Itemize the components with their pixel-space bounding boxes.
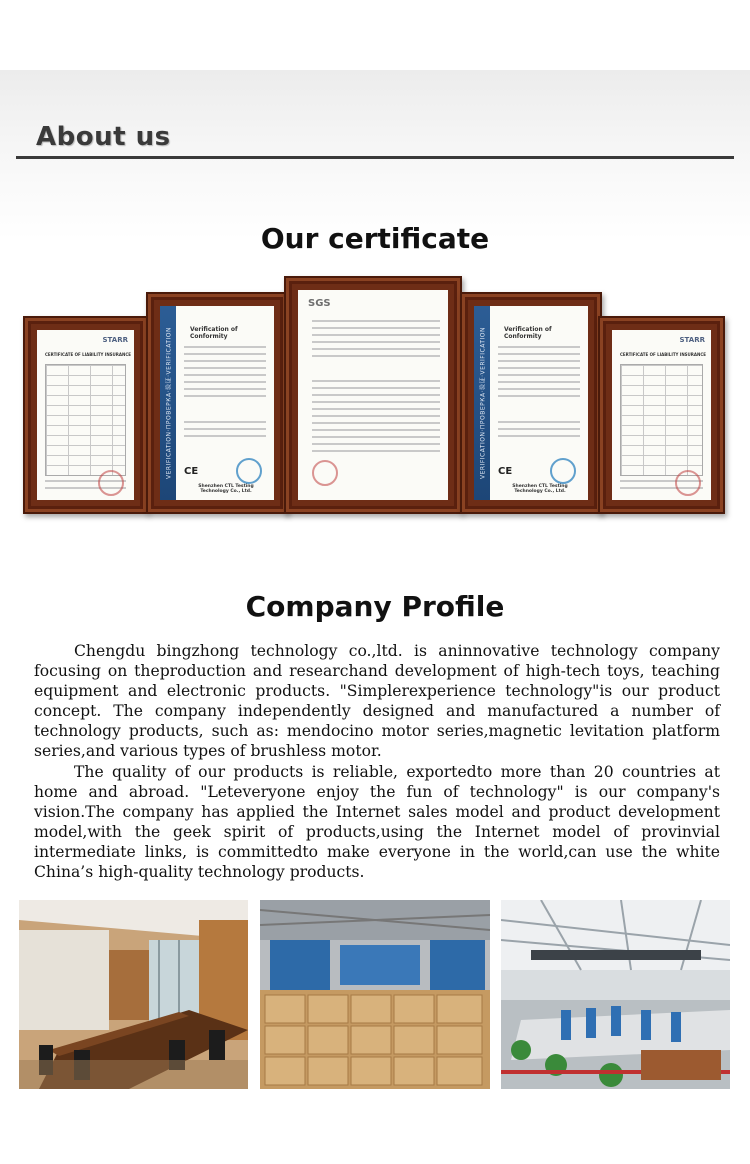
verification-footer: Shenzhen CTL Testing Technology Co., Ltd. (512, 484, 568, 494)
verification-side-band: VERIFICATION·ПРОВЕРКА·验证·VERIFICATION (160, 306, 176, 500)
certificate-frame-2 (146, 292, 288, 514)
liability-certificate (37, 330, 134, 500)
sgs-test-report (298, 290, 448, 500)
verification-certificate (160, 306, 274, 500)
about-us-heading: About us (36, 122, 171, 152)
red-stamp (312, 460, 338, 486)
factory-illustration (501, 900, 730, 1089)
factory-photo (501, 900, 730, 1089)
ctl-seal-icon (236, 458, 262, 484)
certificate-heading: Our certificate (260, 222, 490, 255)
verification-certificate (474, 306, 588, 500)
certificate-frame-3 (284, 276, 462, 514)
report-header-lines (312, 320, 440, 362)
verification-side-band: VERIFICATION·ПРОВЕРКА·验证·VERIFICATION (474, 306, 490, 500)
warehouse-illustration (260, 900, 490, 1089)
certificate-heading-text: CERTIFICATE OF LIABILITY INSURANCE (45, 352, 131, 357)
report-body-lines (312, 380, 440, 457)
verification-body-lines (184, 421, 266, 442)
certificate-table (45, 364, 126, 476)
certificate-heading-text: CERTIFICATE OF LIABILITY INSURANCE (620, 352, 706, 357)
verification-text-lines (184, 346, 266, 402)
company-profile-heading: Company Profile (245, 590, 505, 623)
profile-paragraph-2: The quality of our products is reliable, exportedto more than 20 countries at home and abroad. "Leteveryone enjoy the fun of technology" is our company's vision.The company has applied the Internet sales model and product development model,with the geek spirit of products,using the Internet model of provinvial intermediate links, is committedto make everyone in the world,can use the white China’s high-quality technology products. (34, 762, 720, 882)
profile-paragraph-1: Chengdu bingzhong technology co.,ltd. is aninnovative technology company focusing on theproduction and researchand development of high-tech toys, teaching equipment and electronic products. "Simplerexperience technology"is our product concept. The company independently designed and manufactured a number of technology products, such as: mendocino motor series,magnetic levitation platform series,and various types of brushless motor. (34, 642, 720, 761)
verification-body-lines (498, 421, 580, 442)
verification-title: Verification of Conformity (190, 326, 238, 340)
warehouse-photo (260, 900, 490, 1089)
starr-logo: STARR (679, 336, 705, 344)
ctl-seal-icon (550, 458, 576, 484)
conference-room-illustration (19, 900, 248, 1089)
header-band (0, 70, 750, 240)
conference-room-photo (19, 900, 248, 1089)
ce-mark: CE (184, 466, 199, 477)
certificate-table (620, 364, 703, 476)
liability-certificate (612, 330, 711, 500)
red-stamp (98, 470, 124, 496)
verification-text-lines (498, 346, 580, 402)
certificate-frame-4 (460, 292, 602, 514)
certificate-frame-1 (23, 316, 148, 514)
verification-title: Verification of Conformity (504, 326, 552, 340)
certificate-frame-5 (598, 316, 725, 514)
verification-footer: Shenzhen CTL Testing Technology Co., Ltd. (198, 484, 254, 494)
red-stamp (675, 470, 701, 496)
company-profile-text (34, 641, 720, 882)
ce-mark: CE (498, 466, 513, 477)
heading-divider (16, 156, 734, 159)
sgs-logo: SGS (308, 298, 331, 309)
starr-logo: STARR (102, 336, 128, 344)
